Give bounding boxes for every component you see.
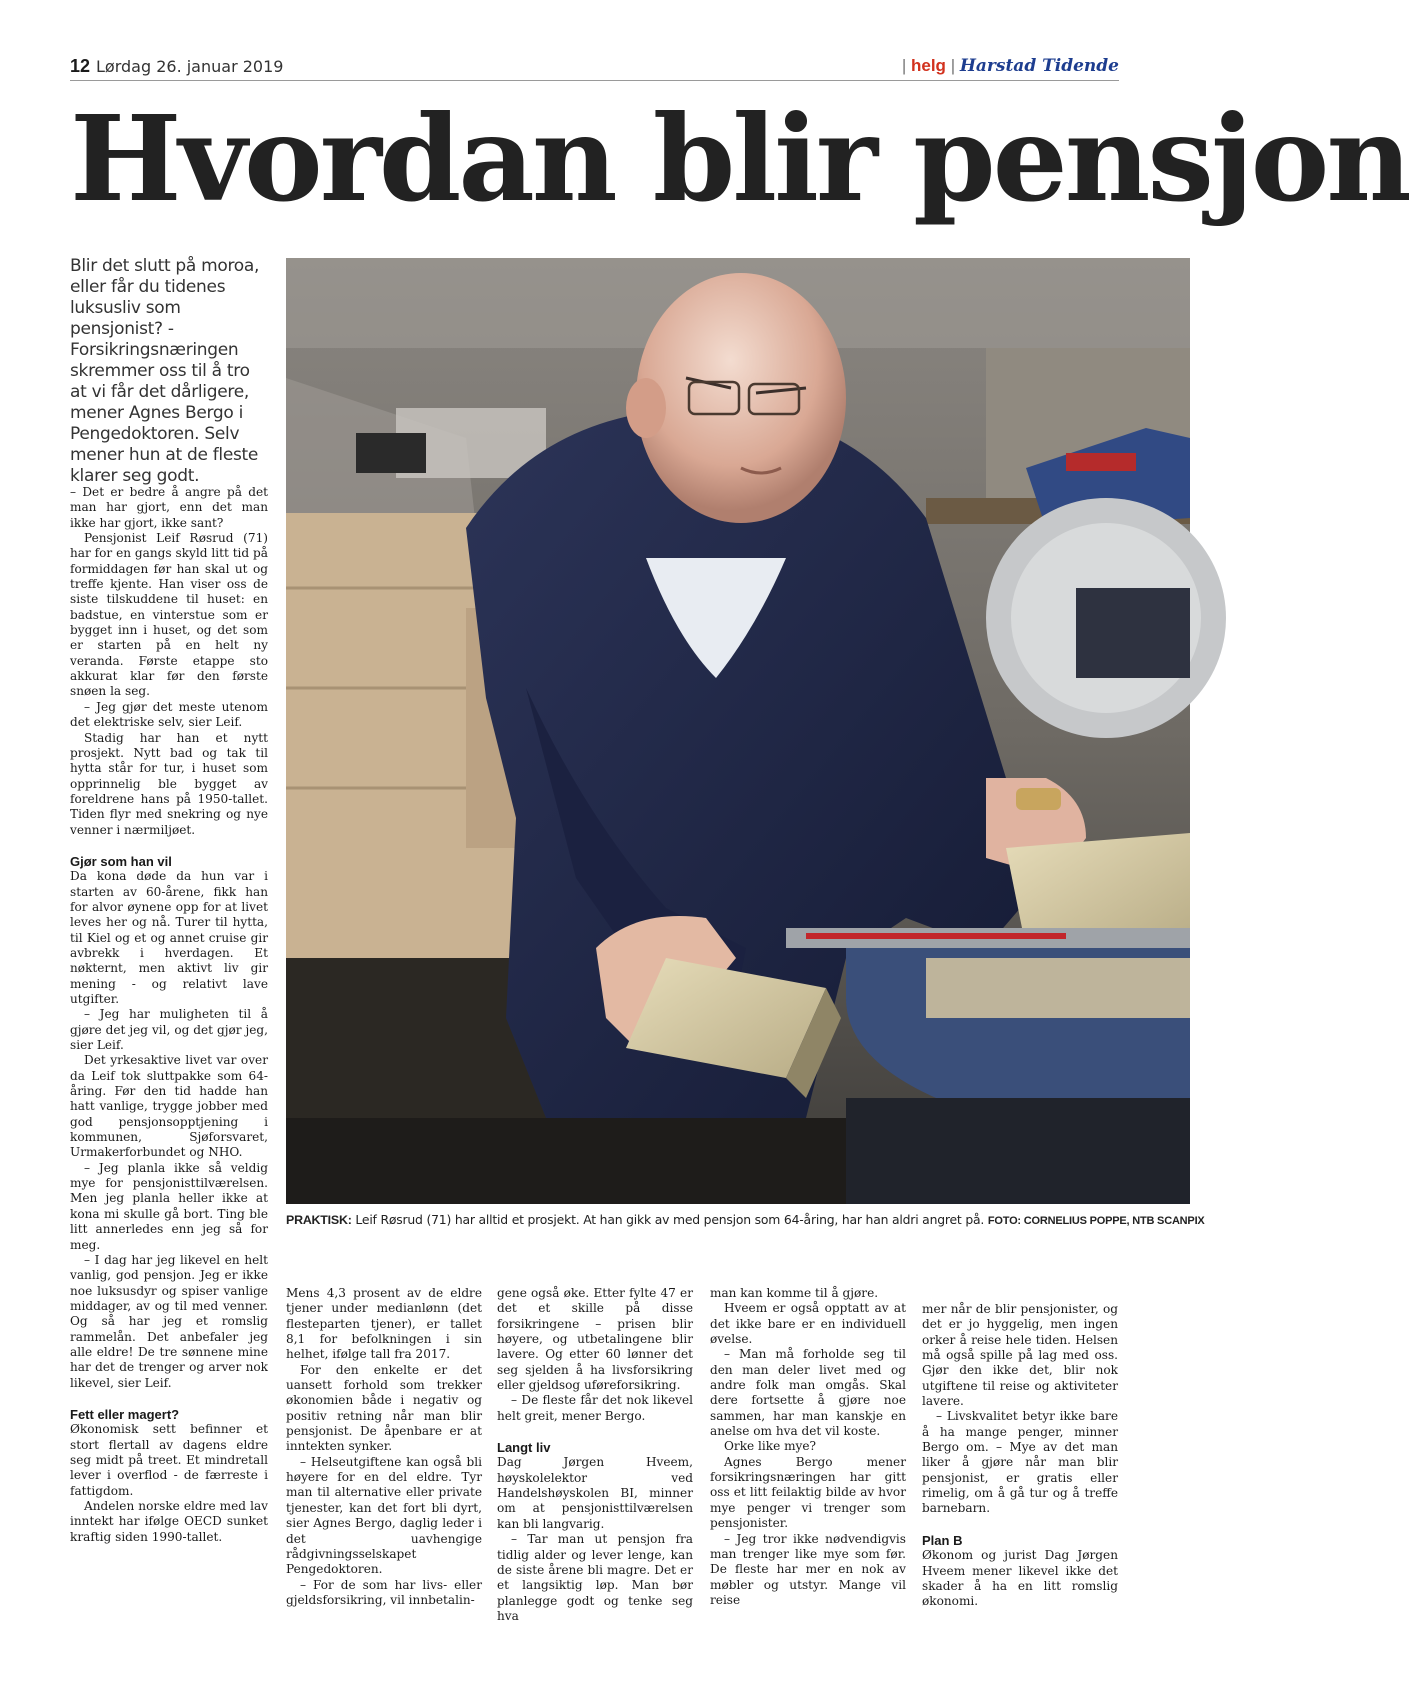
article-column-5 xyxy=(922,1302,1118,1610)
separator: | xyxy=(950,56,956,75)
paragraph: Mens 4,3 prosent av de eldre tjener under medianlønn (det flesteparten tjener), er tallet 8,1 for befolkningen i sin helhet, ifølge tall fra 2017. xyxy=(286,1286,482,1362)
subheading: Plan B xyxy=(922,1532,963,1548)
brand-block xyxy=(902,56,1119,76)
paragraph: – Jeg gjør det meste utenom det elektriske selv, sier Leif. xyxy=(70,699,268,730)
paragraph: Økonomisk sett befinner et stort flertall av dagens eldre seg midt på treet. Et mindretall lever i overflod - de færreste i fattigdom. xyxy=(70,1422,268,1498)
article-column-4 xyxy=(710,1286,906,1608)
paragraph: Andelen norske eldre med lav inntekt har ifølge OECD sunket kraftig siden 1990-tallet. xyxy=(70,1499,268,1544)
paragraph: – I dag har jeg likevel en helt vanlig, god pensjon. Jeg er ikke noe luksusdyr og spiser vanlige middager, av og til med venner. Og så har jeg et romslig rammelån. Det anbefaler jeg alle eldre! De tre sønnene mine har det de trenger og arver nok likevel, sier Leif. xyxy=(70,1252,268,1390)
newspaper-logo: Harstad Tidende xyxy=(959,56,1119,76)
subheading: Gjør som han vil xyxy=(70,853,172,869)
paragraph: Orke like mye? xyxy=(724,1439,817,1454)
page-header xyxy=(70,54,1119,81)
subheading: Langt liv xyxy=(497,1440,551,1456)
paragraph: For den enkelte er det uansett forhold som trekker økonomien både i negativ og positiv retning når man blir pensjonist. De åpenbare er at inntekten synker. xyxy=(286,1362,482,1454)
paragraph: Hveem er også opptatt av at det ikke bare er en individuell øvelse. xyxy=(710,1301,906,1347)
subheading: Fett eller magert? xyxy=(70,1406,180,1422)
paragraph: – Det er bedre å angre på det man har gjort, enn det man ikke har gjort, ikke sant? xyxy=(70,485,268,530)
article-column-2 xyxy=(286,1286,482,1608)
paragraph: – Jeg tror ikke nødvendigvis man trenger like mye som før. De fleste har mer en nok av møbler og utstyr. Mange vil reise xyxy=(710,1531,906,1607)
section-name: helg xyxy=(911,56,946,75)
paragraph: mer når de blir pensjonister, og det er jo hyggelig, men ingen orker å reise hele tiden. Helsen må også spille på lag med oss. Gjør den ikke det, blir nok utgiftene til reise og aktiviteter lavere. xyxy=(922,1302,1118,1409)
paragraph: Agnes Bergo mener forsikringsnæringen har gitt oss et litt feilaktig bilde av hvor mye penger vi trenger som pensjonister. xyxy=(710,1454,906,1531)
photo-illustration xyxy=(286,258,1190,1204)
paragraph: Dag Jørgen Hveem, høyskolelektor ved Handelshøyskolen BI, minner om at pensjonisttilværelsen kan bli langvarig. xyxy=(497,1455,693,1531)
photo-caption xyxy=(286,1212,1205,1227)
paragraph: – Man må forholde seg til den man deler livet med og andre folk man omgås. Skal dere fortsette å gjøre noe sammen, har man kanskje en anelse om hva det vil koste. xyxy=(710,1347,906,1439)
photo-credit: FOTO: CORNELIUS POPPE, NTB SCANPIX xyxy=(987,1215,1205,1227)
paragraph: man kan komme til å gjøre. xyxy=(710,1286,879,1300)
paragraph: – Helseutgiftene kan også bli høyere for en del eldre. Tyr man til alternative eller private tjenester, kan det fort bli dyrt, sier Agnes Bergo, daglig leder i det uavhengige rådgivningsselskapet Pengedoktoren. xyxy=(286,1454,482,1577)
lead-paragraph: Blir det slutt på moroa, eller får du tidenes luksusliv som pensjonist? - Forsikringsnæringen skremmer oss til å tro at vi får det dårligere, mener Agnes Bergo i Pengedoktoren. Selv mener hun at de fleste klarer seg godt. xyxy=(70,256,260,486)
separator: | xyxy=(901,56,907,75)
paragraph: Da kona døde da hun var i starten av 60-årene, fikk han for alvor øynene opp for at livet leves her og nå. Turer til hytta, til Kiel og et og annet cruise gir avbrekk i hverdagen. Et nøkternt, men aktivt liv gir mening - og relativt lave utgifter. xyxy=(70,869,268,1006)
paragraph: Stadig har han et nytt prosjekt. Nytt bad og tak til hytta står for tur, i huset som opprinnelig ble bygget av foreldrene hans på 1950-tallet. Tiden flyr med snekring og nye venner i nærmiljøet. xyxy=(70,730,268,837)
paragraph: – For de som har livs- eller gjeldsforsikring, vil innbetalin- xyxy=(286,1577,482,1607)
caption-text: Leif Røsrud (71) har alltid et prosjekt. At han gikk av med pensjon som 64-åring, har han aldri angret på. xyxy=(351,1212,988,1227)
paragraph: Økonom og jurist Dag Jørgen Hveem mener likevel ikke det skader å ha en litt romslig økonomi. xyxy=(922,1548,1118,1609)
paragraph: gene også øke. Etter fylte 47 er det et skille på disse forsikringene – prisen blir høyere, og utbetalingene blir lavere. Og etter 60 lønner det seg sjelden å ha livsforsikring eller gjeldsog uføreforsikring. xyxy=(497,1286,693,1393)
headline: Hvordan blir pensjon xyxy=(70,89,1409,228)
paragraph: – Jeg planla ikke så veldig mye for pensjonisttilværelsen. Men jeg planla heller ikke at kona mi skulle gå bort. Ting ble litt annerledes enn jeg så for meg. xyxy=(70,1160,268,1252)
paragraph: – Livskvalitet betyr ikke bare å ha mange penger, minner Bergo om. – Mye av det man liker å gjøre når man blir pensjonist, er gratis eller rimelig, om å gå tur og å treffe barnebarn. xyxy=(922,1409,1118,1516)
paragraph: – Jeg har muligheten til å gjøre det jeg vil, og det gjør jeg, sier Leif. xyxy=(70,1007,268,1053)
paragraph: – De fleste får det nok likevel helt greit, mener Bergo. xyxy=(497,1393,693,1423)
paragraph: Pensjonist Leif Røsrud (71) har for en gangs skyld litt tid på formiddagen før han skal ut og treffe kjente. Han viser oss de siste tilskuddene til huset: en badstue, en vinterstue som er bygget inn i huset, og det som er starten på en helt ny veranda. Første etappe sto akkurat klar før den første snøen la seg. xyxy=(70,531,268,699)
page-number: 12 xyxy=(70,56,91,76)
article-column-3 xyxy=(497,1286,693,1624)
article-photo xyxy=(286,258,1190,1204)
caption-label: PRAKTISK: xyxy=(286,1213,352,1227)
paragraph: – Tar man ut pensjon fra tidlig alder og lever lenge, kan de siste årene bli magre. Det er et langsiktig løp. Man bør planlegge godt og tenke seg hva xyxy=(497,1532,693,1623)
article-column-1 xyxy=(70,485,268,1545)
paragraph: Det yrkesaktive livet var over da Leif tok sluttpakke som 64-åring. Før den tid hadde han hatt vanlige, trygge jobber med god pensjonsopptjening i kommunen, Sjøforsvaret, Urmakerforbundet og NHO. xyxy=(70,1053,268,1160)
issue-date: Lørdag 26. januar 2019 xyxy=(96,57,284,76)
